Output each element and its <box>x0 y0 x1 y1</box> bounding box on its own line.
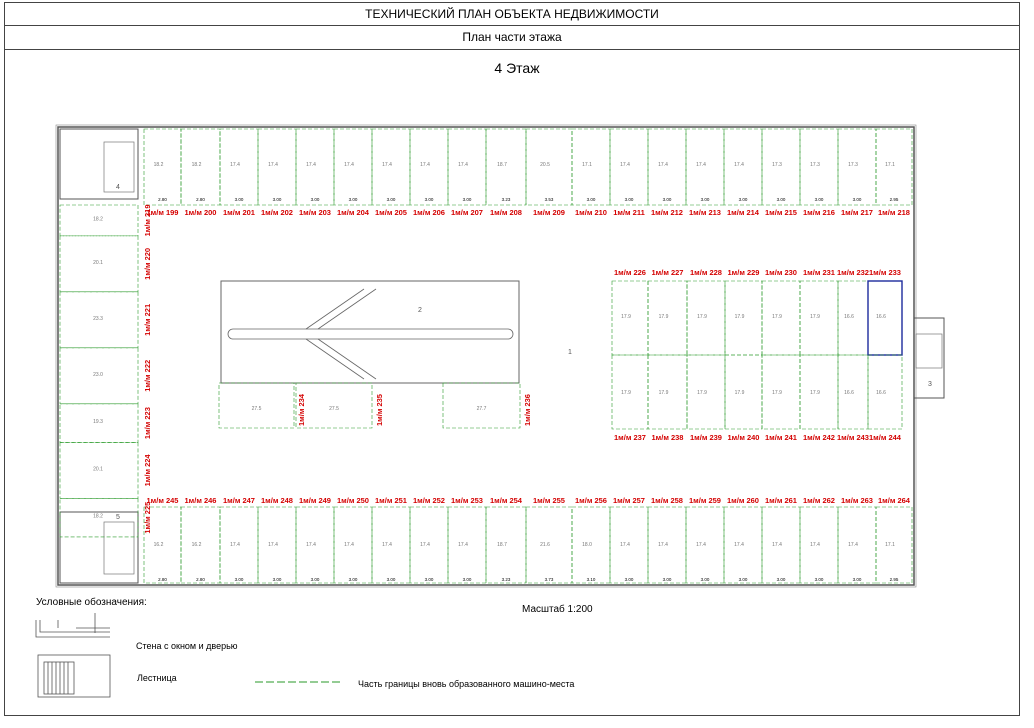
place-area: 17.3 <box>772 162 782 168</box>
place-area: 17.4 <box>810 542 820 548</box>
place-width: 3.00 <box>776 197 786 202</box>
place-label: 1м/м 204 <box>337 208 369 217</box>
room-number: 1 <box>568 349 572 356</box>
place-width: 2.80 <box>158 577 167 582</box>
place-label: 1м/м 256 <box>575 496 607 505</box>
place-label: 1м/м 206 <box>413 208 445 217</box>
place-label: 1м/м 240 <box>727 433 760 442</box>
place-area: 16.6 <box>876 314 886 320</box>
place-width: 3.00 <box>624 577 634 582</box>
room-number: 5 <box>116 514 120 521</box>
place-width: 3.00 <box>700 577 710 582</box>
place-area: 17.4 <box>420 162 430 168</box>
place-area: 17.4 <box>696 162 706 168</box>
place-label: 1м/м 227 <box>651 268 684 277</box>
room-number: 3 <box>928 381 932 388</box>
place-area: 18.7 <box>497 542 507 548</box>
place-label: 1м/м 243 <box>837 433 869 442</box>
place-width: 3.23 <box>501 197 511 202</box>
place-width: 3.00 <box>386 197 396 202</box>
place-label: 1м/м 244 <box>869 433 901 442</box>
place-width: 3.53 <box>544 197 554 202</box>
place-area: 23.3 <box>93 315 103 322</box>
place-label: 1м/м 223 <box>143 407 152 440</box>
place-area: 21.6 <box>540 542 550 548</box>
place-label: 1м/м 220 <box>143 247 152 280</box>
place-label: 1м/м 218 <box>878 208 910 217</box>
place-width: 2.80 <box>196 197 205 202</box>
room-number: 2 <box>418 307 422 314</box>
place-label: 1м/м 248 <box>261 496 293 505</box>
place-label: 1м/м 213 <box>689 208 721 217</box>
place-width: 3.00 <box>348 577 358 582</box>
place-label: 1м/м 200 <box>184 208 217 217</box>
place-label: 1м/м 226 <box>614 268 646 277</box>
place-label: 1м/м 214 <box>727 208 759 217</box>
place-width: 3.00 <box>776 577 786 582</box>
place-area: 17.9 <box>734 390 745 396</box>
place-label: 1м/м 246 <box>184 496 217 505</box>
place-area: 17.4 <box>658 542 668 548</box>
place-area: 20.1 <box>93 259 103 266</box>
place-label: 1м/м 212 <box>651 208 683 217</box>
place-width: 3.00 <box>586 197 596 202</box>
place-label: 1м/м 263 <box>841 496 873 505</box>
place-area: 17.4 <box>696 542 706 548</box>
document-title: ТЕХНИЧЕСКИЙ ПЛАН ОБЪЕКТА НЕДВИЖИМОСТИ <box>4 2 1020 26</box>
place-label: 1м/м 260 <box>727 496 759 505</box>
place-label: 1м/м 262 <box>803 496 835 505</box>
place-label: 1м/м 211 <box>613 208 645 217</box>
place-width: 3.73 <box>544 577 554 582</box>
place-label: 1м/м 229 <box>727 268 760 277</box>
place-width: 3.00 <box>738 577 748 582</box>
place-area: 16.2 <box>153 542 164 548</box>
place-width: 3.23 <box>501 577 511 582</box>
place-area: 17.4 <box>344 542 354 548</box>
place-label: 1м/м 224 <box>143 454 152 487</box>
place-area: 17.4 <box>772 542 782 548</box>
place-width: 3.00 <box>662 577 672 582</box>
place-area: 17.9 <box>810 390 820 396</box>
place-area: 17.9 <box>658 390 669 396</box>
place-area: 20.1 <box>93 466 103 473</box>
place-label: 1м/м 235 <box>375 394 384 426</box>
place-label: 1м/м 234 <box>297 394 306 426</box>
place-area: 18.2 <box>153 162 164 168</box>
place-width: 3.00 <box>348 197 358 202</box>
place-area: 17.4 <box>382 542 392 548</box>
place-area: 17.4 <box>230 542 240 548</box>
place-area: 17.4 <box>734 542 744 548</box>
place-label: 1м/м 245 <box>146 496 179 505</box>
place-area: 16.6 <box>844 314 854 320</box>
place-area: 27.7 <box>476 406 487 412</box>
place-area: 18.0 <box>582 542 592 548</box>
place-area: 17.9 <box>734 314 745 320</box>
place-label: 1м/м 238 <box>651 433 684 442</box>
place-area: 27.5 <box>251 406 262 412</box>
place-area: 18.2 <box>93 216 103 223</box>
place-width: 3.00 <box>662 197 672 202</box>
place-label: 1м/м 228 <box>690 268 722 277</box>
place-width: 3.00 <box>814 577 824 582</box>
place-area: 17.1 <box>582 162 592 168</box>
place-label: 1м/м 217 <box>841 208 873 217</box>
place-label: 1м/м 202 <box>261 208 293 217</box>
place-label: 1м/м 210 <box>575 208 607 217</box>
place-area: 16.6 <box>844 390 854 396</box>
place-area: 17.9 <box>621 390 631 396</box>
place-area: 17.4 <box>344 162 354 168</box>
place-label: 1м/м 254 <box>490 496 522 505</box>
place-area: 17.4 <box>848 542 858 548</box>
legend-stairs-text: Лестница <box>137 673 177 683</box>
floor-label: 4 Этаж <box>494 60 540 76</box>
place-label: 1м/м 225 <box>143 501 152 534</box>
place-area: 17.4 <box>306 542 316 548</box>
place-area: 17.4 <box>382 162 392 168</box>
place-label: 1м/м 236 <box>523 394 532 426</box>
place-label: 1м/м 215 <box>765 208 797 217</box>
place-width: 3.00 <box>424 197 434 202</box>
place-area: 17.4 <box>658 162 668 168</box>
place-label: 1м/м 216 <box>803 208 835 217</box>
place-label: 1м/м 251 <box>375 496 407 505</box>
place-area: 17.4 <box>306 162 316 168</box>
place-label: 1м/м 199 <box>146 208 179 217</box>
place-width: 2.95 <box>889 577 899 582</box>
place-width: 3.00 <box>462 577 472 582</box>
place-label: 1м/м 253 <box>451 496 483 505</box>
place-area: 17.3 <box>810 162 820 168</box>
place-label: 1м/м 259 <box>689 496 721 505</box>
place-label: 1м/м 237 <box>614 433 646 442</box>
place-area: 18.2 <box>191 162 202 168</box>
legend-wall-text: Стена с окном и дверью <box>136 641 238 651</box>
place-area: 17.4 <box>268 542 278 548</box>
place-area: 17.4 <box>458 162 468 168</box>
place-area: 17.4 <box>230 162 240 168</box>
legend-boundary-text: Часть границы вновь образованного машино-места <box>358 679 575 689</box>
place-label: 1м/м 219 <box>143 204 152 237</box>
place-label: 1м/м 205 <box>375 208 407 217</box>
place-area: 16.6 <box>876 390 886 396</box>
place-width: 3.10 <box>586 577 596 582</box>
place-label: 1м/м 264 <box>878 496 910 505</box>
place-area: 17.1 <box>885 162 895 168</box>
place-label: 1м/м 258 <box>651 496 683 505</box>
place-area: 17.3 <box>848 162 858 168</box>
place-area: 17.9 <box>697 314 707 320</box>
place-label: 1м/м 208 <box>490 208 522 217</box>
place-width: 2.95 <box>889 197 899 202</box>
place-width: 3.00 <box>234 197 244 202</box>
place-label: 1м/м 232 <box>837 268 869 277</box>
place-area: 17.9 <box>697 390 707 396</box>
place-label: 1м/м 207 <box>451 208 483 217</box>
room-number: 4 <box>116 184 120 191</box>
place-width: 3.00 <box>814 197 824 202</box>
place-label: 1м/м 209 <box>533 208 565 217</box>
place-width: 3.00 <box>624 197 634 202</box>
place-label: 1м/м 221 <box>143 303 152 336</box>
place-area: 17.4 <box>620 162 630 168</box>
place-area: 18.2 <box>93 513 103 520</box>
place-area: 19.3 <box>93 419 103 426</box>
place-area: 17.4 <box>734 162 744 168</box>
scale-label: Масштаб 1:200 <box>522 604 593 615</box>
place-label: 1м/м 255 <box>533 496 565 505</box>
place-label: 1м/м 242 <box>803 433 835 442</box>
place-area: 17.9 <box>621 314 631 320</box>
place-area: 17.4 <box>420 542 430 548</box>
place-width: 3.00 <box>738 197 748 202</box>
place-width: 2.80 <box>196 577 205 582</box>
place-width: 3.00 <box>272 197 282 202</box>
place-area: 17.1 <box>885 542 895 548</box>
place-width: 3.00 <box>700 197 710 202</box>
place-label: 1м/м 257 <box>613 496 645 505</box>
place-width: 3.00 <box>386 577 396 582</box>
place-area: 17.9 <box>772 390 782 396</box>
document-subtitle: План части этажа <box>4 26 1020 50</box>
place-label: 1м/м 261 <box>765 496 797 505</box>
place-label: 1м/м 249 <box>299 496 331 505</box>
place-width: 3.00 <box>310 577 320 582</box>
place-width: 3.00 <box>272 577 282 582</box>
place-label: 1м/м 252 <box>413 496 445 505</box>
place-label: 1м/м 247 <box>223 496 255 505</box>
place-width: 3.00 <box>852 197 862 202</box>
place-width: 3.00 <box>852 577 862 582</box>
place-area: 17.4 <box>268 162 278 168</box>
place-area: 23.0 <box>93 371 103 378</box>
place-area: 16.2 <box>191 542 202 548</box>
place-label: 1м/м 239 <box>690 433 722 442</box>
place-label: 1м/м 233 <box>869 268 901 277</box>
place-area: 18.7 <box>497 162 507 168</box>
place-width: 3.00 <box>462 197 472 202</box>
place-area: 17.4 <box>458 542 468 548</box>
place-label: 1м/м 230 <box>765 268 797 277</box>
place-width: 3.00 <box>424 577 434 582</box>
place-width: 2.80 <box>158 197 167 202</box>
place-width: 3.00 <box>234 577 244 582</box>
place-area: 17.9 <box>772 314 782 320</box>
place-width: 3.00 <box>310 197 320 202</box>
legend-title: Условные обозначения: <box>36 597 147 608</box>
place-label: 1м/м 250 <box>337 496 369 505</box>
place-label: 1м/м 203 <box>299 208 331 217</box>
place-area: 17.9 <box>810 314 820 320</box>
place-area: 17.9 <box>658 314 669 320</box>
place-area: 17.4 <box>620 542 630 548</box>
place-area: 20.5 <box>540 162 550 168</box>
place-label: 1м/м 201 <box>223 208 255 217</box>
place-area: 27.5 <box>329 406 339 412</box>
place-label: 1м/м 231 <box>803 268 835 277</box>
place-label: 1м/м 222 <box>143 359 152 392</box>
place-label: 1м/м 241 <box>765 433 797 442</box>
